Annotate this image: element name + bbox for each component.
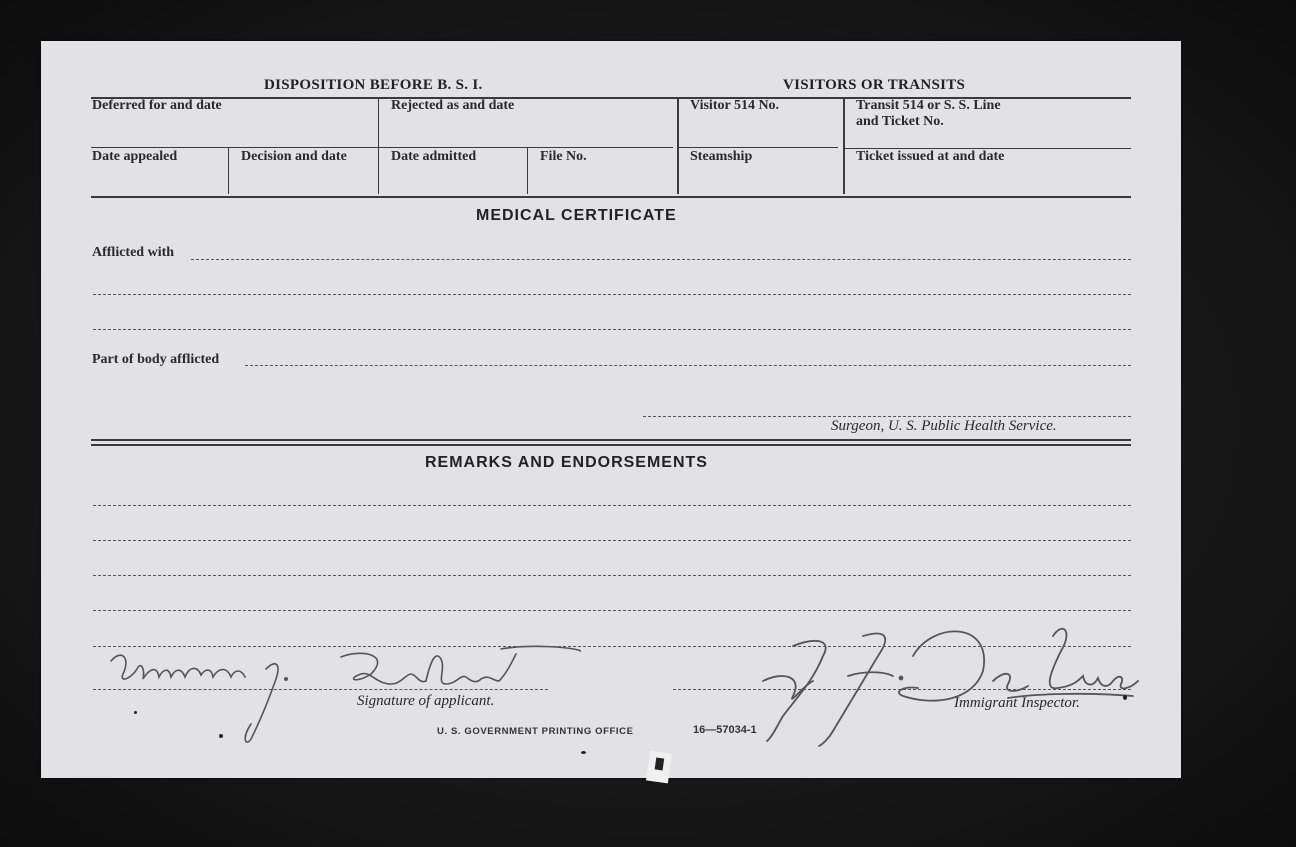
surgeon-signature-line: [643, 416, 1131, 417]
table-bottom-rule: [91, 196, 1131, 198]
visitors-title: VISITORS OR TRANSITS: [783, 77, 966, 93]
form-code: 16—57034-1: [693, 724, 757, 736]
afflicted-line-3: [93, 329, 1131, 330]
surgeon-label: Surgeon, U. S. Public Health Service.: [831, 418, 1057, 434]
file-no-label: File No.: [540, 149, 587, 164]
applicant-signature-label: Signature of applicant.: [357, 693, 495, 709]
part-of-body-label: Part of body afflicted: [92, 352, 220, 367]
scan-speck: [1123, 695, 1127, 700]
table-vline-5: [527, 148, 528, 194]
remarks-title: REMARKS AND ENDORSEMENTS: [425, 454, 708, 471]
decision-label: Decision and date: [241, 149, 347, 164]
table-vline-2: [677, 99, 679, 194]
transit-514-label: Transit 514 or S. S. Line: [856, 98, 1001, 113]
scan-speck: [581, 751, 586, 754]
printing-office-imprint: U. S. GOVERNMENT PRINTING OFFICE: [437, 726, 634, 737]
inspector-handwritten-signature: [753, 626, 1143, 751]
deferred-label: Deferred for and date: [92, 98, 222, 113]
disposition-title: DISPOSITION BEFORE B. S. I.: [264, 77, 483, 93]
remarks-line-4: [93, 610, 1131, 611]
card-tab-mark: [646, 751, 672, 784]
date-admitted-label: Date admitted: [391, 149, 477, 164]
section-rule-2: [91, 444, 1131, 446]
date-appealed-label: Date appealed: [92, 149, 178, 164]
part-of-body-line: [245, 365, 1131, 366]
table-vline-4: [228, 148, 229, 194]
ticket-issued-label: Ticket issued at and date: [856, 149, 1005, 164]
table-vline-1: [378, 99, 379, 194]
table-mid-rule-visitor: [678, 147, 838, 148]
steamship-label: Steamship: [690, 149, 753, 164]
afflicted-line-1: [191, 259, 1131, 260]
scan-speck: [219, 734, 223, 738]
scan-speck: [134, 711, 137, 714]
remarks-line-2: [93, 540, 1131, 541]
remarks-line-1: [93, 505, 1131, 506]
afflicted-line-2: [93, 294, 1131, 295]
section-rule-1: [91, 439, 1131, 441]
ticket-no-label: and Ticket No.: [856, 114, 944, 129]
table-mid-rule-left: [91, 147, 381, 148]
immigration-card: [41, 41, 1181, 778]
remarks-line-3: [93, 575, 1131, 576]
afflicted-with-label: Afflicted with: [92, 245, 175, 260]
inspector-label: Immigrant Inspector.: [954, 695, 1080, 711]
table-vline-3: [843, 99, 845, 194]
visitor-514-label: Visitor 514 No.: [690, 98, 780, 113]
rejected-label: Rejected as and date: [391, 98, 515, 113]
medical-certificate-title: MEDICAL CERTIFICATE: [476, 207, 677, 224]
